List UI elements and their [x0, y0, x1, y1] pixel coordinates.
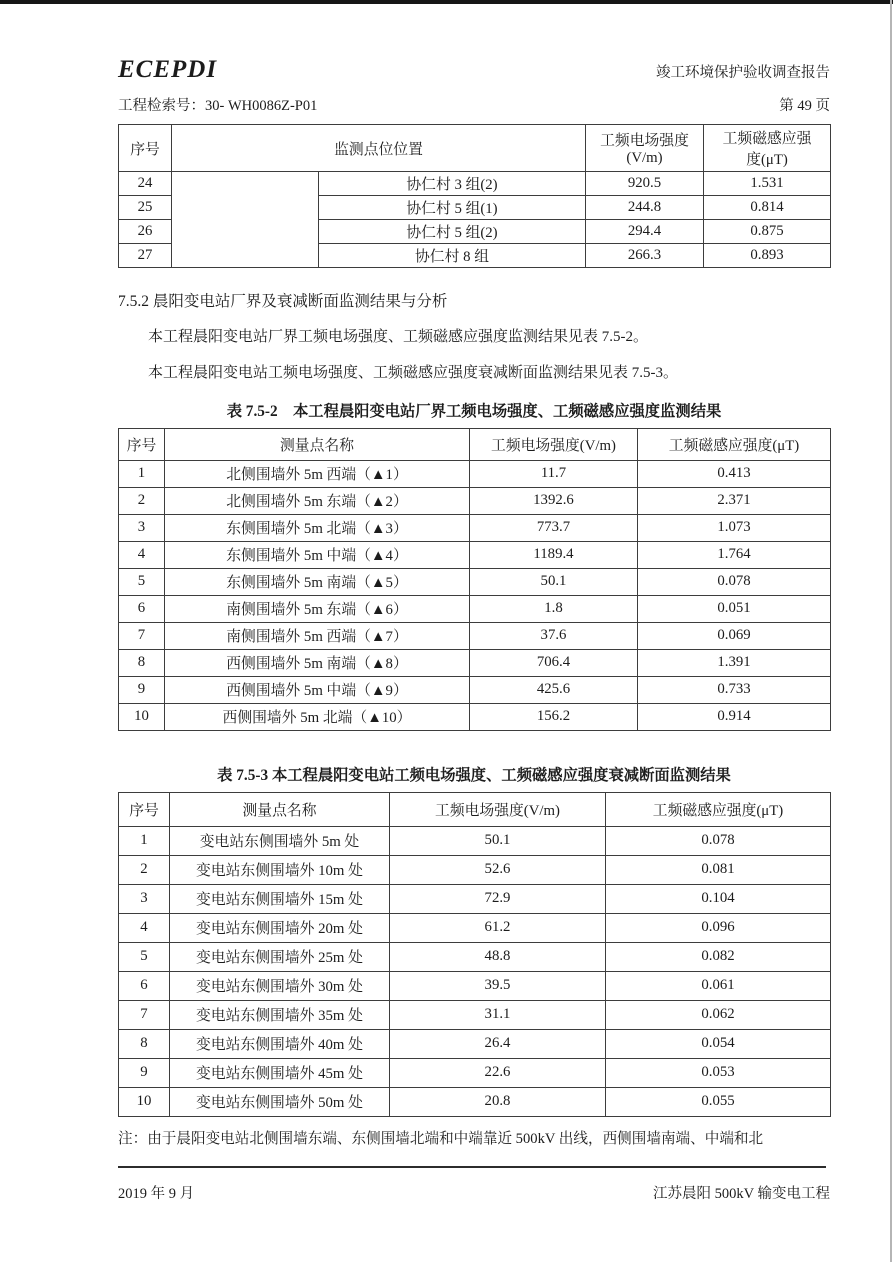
page-top-edge	[0, 0, 893, 4]
table-cell: 0.096	[606, 913, 831, 942]
table-header-row	[119, 428, 831, 460]
table-row	[119, 568, 831, 595]
table-cell: 1.073	[638, 514, 831, 541]
table-cell: 50.1	[390, 826, 606, 855]
table-cell: 425.6	[470, 676, 638, 703]
table-cell: 72.9	[390, 884, 606, 913]
table-cell: 0.053	[606, 1058, 831, 1087]
page-right-edge	[890, 0, 892, 1262]
table-cell: 东侧围墙外 5m 中端（▲4）	[165, 541, 470, 568]
table-cell: 0.069	[638, 622, 831, 649]
table-cell: 2	[119, 855, 170, 884]
col-bfield: 工频磁感应强 度(μT)	[704, 125, 831, 172]
table-cell: 0.061	[606, 971, 831, 1000]
doc-index-number: 工程检索号：30- WH0086Z-P01	[118, 98, 318, 114]
table-cell: 0.078	[638, 568, 831, 595]
col-seq: 序号	[119, 125, 172, 172]
table-cell: 北侧围墙外 5m 东端（▲2）	[165, 487, 470, 514]
table-cell: 变电站东侧围墙外 50m 处	[170, 1087, 390, 1116]
table-row	[119, 514, 831, 541]
table-cell: 0.082	[606, 942, 831, 971]
table-cell: 1.391	[638, 649, 831, 676]
col-location: 监测点位位置	[172, 125, 586, 172]
company-logo: ECEPDI	[118, 56, 218, 83]
table-cell: 变电站东侧围墙外 35m 处	[170, 1000, 390, 1029]
table-cell: 0.055	[606, 1087, 831, 1116]
footnote: 注：由于晨阳变电站北侧围墙东端、东侧围墙北端和中端靠近 500kV 出线，西侧围墙南端、中端和北	[118, 1130, 764, 1147]
table-cell: 1189.4	[470, 541, 638, 568]
table-cell: 39.5	[390, 971, 606, 1000]
table-cell: 0.054	[606, 1029, 831, 1058]
table-cell: 37.6	[470, 622, 638, 649]
table-cell: 南侧围墙外 5m 东端（▲6）	[165, 595, 470, 622]
col-bfield: 工频磁感应强度(μT)	[606, 792, 831, 826]
table-cell: 0.078	[606, 826, 831, 855]
paragraph: 本工程晨阳变电站厂界工频电场强度、工频磁感应强度监测结果见表 7.5-2。	[148, 329, 648, 345]
table-cell: 变电站东侧围墙外 25m 处	[170, 942, 390, 971]
table-cell: 0.051	[638, 595, 831, 622]
table-cell: 10	[119, 703, 165, 730]
table-cell: 11.7	[470, 460, 638, 487]
footer-date: 2019 年 9 月	[118, 1186, 195, 1202]
table-cell: 61.2	[390, 913, 606, 942]
table-cell: 0.733	[638, 676, 831, 703]
table-row	[119, 1087, 831, 1116]
table-cell: 7	[119, 622, 165, 649]
table-cell: 1.8	[470, 595, 638, 622]
col-point-name: 测量点名称	[170, 792, 390, 826]
table-cell: 1.764	[638, 541, 831, 568]
merged-empty-cell	[172, 172, 319, 268]
footer-project-name: 江苏晨阳 500kV 输变电工程	[653, 1186, 830, 1202]
table-cell: 变电站东侧围墙外 45m 处	[170, 1058, 390, 1087]
table-cell: 10	[119, 1087, 170, 1116]
table-row	[119, 826, 831, 855]
table-cell: 9	[119, 676, 165, 703]
footer-rule	[118, 1166, 826, 1168]
station-boundary-table	[118, 428, 831, 731]
table-row	[119, 1000, 831, 1029]
table-row: 24 协仁村 3 组(2) 920.5 1.531	[119, 172, 831, 196]
table-cell: 西侧围墙外 5m 中端（▲9）	[165, 676, 470, 703]
table-row	[119, 676, 831, 703]
table-cell: 1	[119, 826, 170, 855]
col-seq: 序号	[119, 428, 165, 460]
table-row	[119, 487, 831, 514]
table-cell: 2	[119, 487, 165, 514]
table-cell: 变电站东侧围墙外 5m 处	[170, 826, 390, 855]
col-efield: 工频电场强度 (V/m)	[586, 125, 704, 172]
page-header	[118, 52, 830, 84]
table-row	[119, 942, 831, 971]
table-cell: 4	[119, 913, 170, 942]
table-cell: 2.371	[638, 487, 831, 514]
table-cell: 26.4	[390, 1029, 606, 1058]
table-cell: 北侧围墙外 5m 西端（▲1）	[165, 460, 470, 487]
table-cell: 6	[119, 595, 165, 622]
table-cell: 6	[119, 971, 170, 1000]
table-cell: 0.062	[606, 1000, 831, 1029]
report-title: 竣工环境保护验收调查报告	[656, 65, 830, 81]
table-cell: 9	[119, 1058, 170, 1087]
table-cell: 1392.6	[470, 487, 638, 514]
table-row	[119, 884, 831, 913]
table-cell: 变电站东侧围墙外 20m 处	[170, 913, 390, 942]
table-cell: 西侧围墙外 5m 北端（▲10）	[165, 703, 470, 730]
table-header-row	[119, 125, 831, 172]
table-cell: 52.6	[390, 855, 606, 884]
table-row	[119, 649, 831, 676]
section-heading: 7.5.2 晨阳变电站厂界及衰减断面监测结果与分析	[118, 293, 448, 310]
col-bfield: 工频磁感应强度(μT)	[638, 428, 831, 460]
table-cell: 5	[119, 942, 170, 971]
table-7-5-3-caption: 表 7.5-3 本工程晨阳变电站工频电场强度、工频磁感应强度衰减断面监测结果	[217, 766, 731, 784]
table-row: 25 协仁村 5 组(1) 244.8 0.814	[119, 196, 831, 220]
table-cell: 变电站东侧围墙外 10m 处	[170, 855, 390, 884]
table-cell: 3	[119, 884, 170, 913]
table-row: 26 协仁村 5 组(2) 294.4 0.875	[119, 220, 831, 244]
col-efield: 工频电场强度(V/m)	[470, 428, 638, 460]
table-cell: 0.413	[638, 460, 831, 487]
page-subheader	[118, 95, 830, 115]
table-cell: 东侧围墙外 5m 北端（▲3）	[165, 514, 470, 541]
table-cell: 706.4	[470, 649, 638, 676]
table-row: 27 协仁村 8 组 266.3 0.893	[119, 244, 831, 268]
table-row	[119, 460, 831, 487]
table-cell: 1	[119, 460, 165, 487]
col-point-name: 测量点名称	[165, 428, 470, 460]
col-seq: 序号	[119, 792, 170, 826]
table-cell: 8	[119, 649, 165, 676]
table-cell: 20.8	[390, 1087, 606, 1116]
table-row	[119, 1029, 831, 1058]
table-row	[119, 855, 831, 884]
table-cell: 东侧围墙外 5m 南端（▲5）	[165, 568, 470, 595]
table-cell: 50.1	[470, 568, 638, 595]
table-cell: 3	[119, 514, 165, 541]
page-footer	[118, 1166, 830, 1203]
table-cell: 156.2	[470, 703, 638, 730]
table-cell: 8	[119, 1029, 170, 1058]
table-7-5-2-caption: 表 7.5-2 本工程晨阳变电站厂界工频电场强度、工频磁感应强度监测结果	[226, 402, 722, 420]
table-cell: 0.081	[606, 855, 831, 884]
table-cell: 西侧围墙外 5m 南端（▲8）	[165, 649, 470, 676]
table-cell: 31.1	[390, 1000, 606, 1029]
table-cell: 0.104	[606, 884, 831, 913]
table-row	[119, 1058, 831, 1087]
table-header-row	[119, 792, 831, 826]
table-cell: 5	[119, 568, 165, 595]
table-row	[119, 541, 831, 568]
table-row	[119, 703, 831, 730]
paragraph: 本工程晨阳变电站工频电场强度、工频磁感应强度衰减断面监测结果见表 7.5-3。	[148, 365, 678, 382]
table-cell: 48.8	[390, 942, 606, 971]
table-cell: 南侧围墙外 5m 西端（▲7）	[165, 622, 470, 649]
table-cell: 0.914	[638, 703, 831, 730]
table-row	[119, 622, 831, 649]
col-efield: 工频电场强度(V/m)	[390, 792, 606, 826]
table-cell: 变电站东侧围墙外 30m 处	[170, 971, 390, 1000]
table-cell: 773.7	[470, 514, 638, 541]
table-cell: 22.6	[390, 1058, 606, 1087]
table-cell: 7	[119, 1000, 170, 1029]
table-row	[119, 913, 831, 942]
table-row	[119, 595, 831, 622]
attenuation-section-table	[118, 792, 831, 1117]
page-number: 第 49 页	[779, 98, 830, 114]
table-row	[119, 971, 831, 1000]
table-cell: 变电站东侧围墙外 40m 处	[170, 1029, 390, 1058]
table-cell: 4	[119, 541, 165, 568]
monitoring-points-continuation-table	[118, 124, 831, 268]
table-cell: 变电站东侧围墙外 15m 处	[170, 884, 390, 913]
